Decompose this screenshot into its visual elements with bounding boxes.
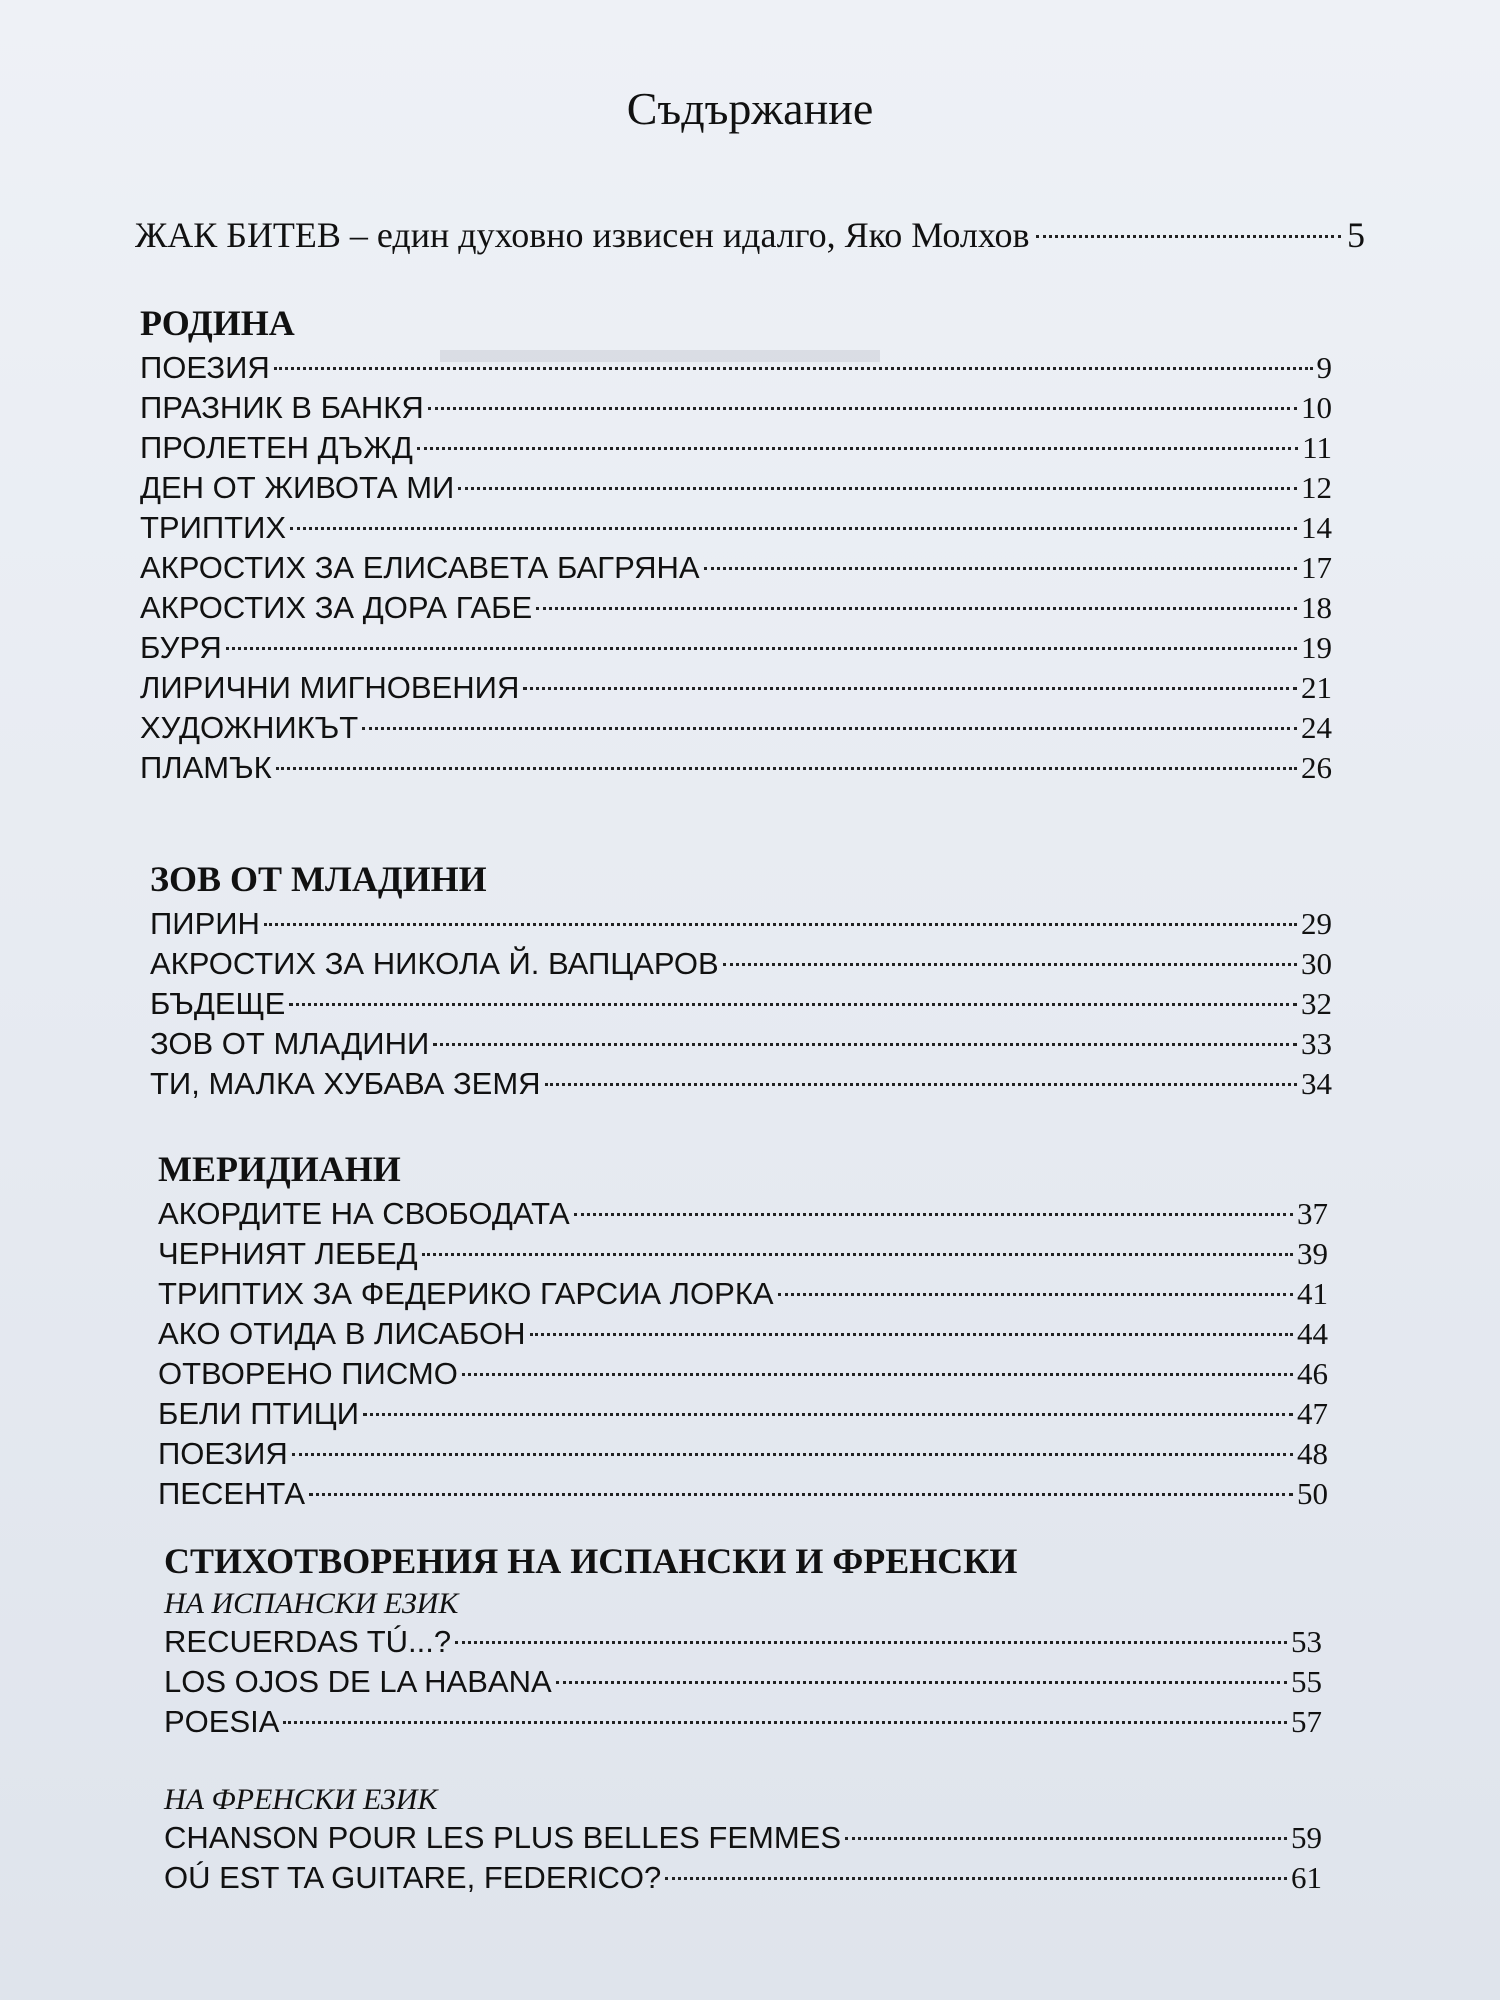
leader-dots	[845, 1837, 1287, 1840]
leader-dots	[309, 1493, 1293, 1496]
entry-title: АКРОСТИХ ЗА ДОРА ГАБЕ	[140, 590, 533, 625]
entry-page-number: 50	[1297, 1476, 1328, 1511]
toc-entry	[140, 508, 1332, 548]
leader-dots	[665, 1877, 1287, 1880]
bleed-through-decoration: ▬▬▬▬▬▬▬▬▬▬▬	[440, 326, 880, 371]
entry-title: ТРИПТИХ ЗА ФЕДЕРИКО ГАРСИА ЛОРКА	[158, 1276, 774, 1311]
leader-dots	[428, 407, 1297, 410]
leader-dots	[530, 1333, 1293, 1336]
leader-dots	[704, 567, 1297, 570]
entry-page-number: 17	[1301, 550, 1332, 585]
entry-page-number: 47	[1297, 1396, 1328, 1431]
entry-page-number: 24	[1301, 710, 1332, 745]
entry-page-number: 32	[1301, 986, 1332, 1021]
entry-title: БУРЯ	[140, 630, 222, 665]
entry-title: АКРОСТИХ ЗА ЕЛИСАВЕТА БАГРЯНА	[140, 550, 700, 585]
leader-dots	[545, 1083, 1297, 1086]
toc-entry	[158, 1314, 1328, 1354]
entry-title: ПИРИН	[150, 906, 260, 941]
entry-page-number: 48	[1297, 1436, 1328, 1471]
leader-dots	[556, 1681, 1287, 1684]
entry-page-number: 39	[1297, 1236, 1328, 1271]
entry-title: ПРАЗНИК В БАНКЯ	[140, 390, 424, 425]
entry-title: ЗОВ ОТ МЛАДИНИ	[150, 1026, 430, 1061]
section-heading: МЕРИДИАНИ	[158, 1149, 401, 1189]
subsection-heading-french: НА ФРЕНСКИ ЕЗИК	[164, 1783, 438, 1816]
toc-list	[150, 904, 1332, 1104]
intro-page: 5	[1347, 215, 1365, 255]
leader-dots	[778, 1293, 1293, 1296]
entry-title: ПРОЛЕТЕН ДЪЖД	[140, 430, 413, 465]
toc-entry	[164, 1622, 1322, 1662]
entry-title: ПОЕЗИЯ	[158, 1436, 288, 1471]
entry-title: ПЕСЕНТА	[158, 1476, 305, 1511]
entry-page-number: 18	[1301, 590, 1332, 625]
entry-page-number: 10	[1301, 390, 1332, 425]
entry-page-number: 44	[1297, 1316, 1328, 1351]
toc-entry	[150, 1064, 1332, 1104]
toc-list	[158, 1194, 1328, 1514]
entry-page-number: 37	[1297, 1196, 1328, 1231]
page-title: Съдържание	[626, 83, 874, 134]
entry-title: ТИ, МАЛКА ХУБАВА ЗЕМЯ	[150, 1066, 541, 1101]
leader-dots	[523, 687, 1297, 690]
entry-title: БЕЛИ ПТИЦИ	[158, 1396, 359, 1431]
toc-entry	[140, 428, 1332, 468]
entry-title: АКОРДИТЕ НА СВОБОДАТА	[158, 1196, 570, 1231]
entry-title: RECUERDAS TÚ...?	[164, 1624, 452, 1659]
leader-dots	[422, 1253, 1293, 1256]
leader-dots	[363, 1413, 1293, 1416]
leader-dots	[289, 1003, 1297, 1006]
toc-entry	[164, 1818, 1322, 1858]
entry-title: ПОЕЗИЯ	[140, 350, 270, 385]
toc-entry	[158, 1274, 1328, 1314]
section-heading: СТИХОТВОРЕНИЯ НА ИСПАНСКИ И ФРЕНСКИ	[164, 1541, 1018, 1581]
entry-page-number: 57	[1291, 1704, 1322, 1739]
section-heading: ЗОВ ОТ МЛАДИНИ	[150, 859, 487, 899]
toc-entry	[164, 1858, 1322, 1898]
entry-page-number: 46	[1297, 1356, 1328, 1391]
entry-title: ХУДОЖНИКЪТ	[140, 710, 359, 745]
entry-title: ТРИПТИХ	[140, 510, 287, 545]
leader-dots	[536, 607, 1297, 610]
leader-dots	[226, 647, 1297, 650]
toc-entry	[150, 1024, 1332, 1064]
intro-text: ЖАК БИТЕВ – един духовно извисен идалго, Яко Молхов	[135, 215, 1030, 255]
toc-entry	[150, 944, 1332, 984]
leader-dots	[362, 727, 1297, 730]
subsection-heading-spanish: НА ИСПАНСКИ ЕЗИК	[164, 1587, 459, 1620]
entry-page-number: 33	[1301, 1026, 1332, 1061]
entry-page-number: 53	[1291, 1624, 1322, 1659]
entry-page-number: 30	[1301, 946, 1332, 981]
leader-dots	[274, 367, 1313, 370]
toc-entry	[158, 1234, 1328, 1274]
leader-dots	[264, 923, 1297, 926]
toc-entry	[164, 1662, 1322, 1702]
entry-page-number: 14	[1301, 510, 1332, 545]
leader-dots	[455, 1641, 1287, 1644]
entry-title: БЪДЕЩЕ	[150, 986, 286, 1021]
entry-page-number: 29	[1301, 906, 1332, 941]
leader-dots	[723, 963, 1297, 966]
entry-title: ЧЕРНИЯТ ЛЕБЕД	[158, 1236, 418, 1271]
toc-list	[164, 1818, 1322, 1898]
leader-dots	[574, 1213, 1293, 1216]
leader-dots	[458, 487, 1297, 490]
entry-title: ДЕН ОТ ЖИВОТА МИ	[140, 470, 455, 505]
entry-title: ОТВОРЕНО ПИСМО	[158, 1356, 458, 1391]
section-foreign-poems	[164, 1540, 1322, 1898]
toc-entry	[158, 1394, 1328, 1434]
entry-page-number: 26	[1301, 750, 1332, 785]
toc-entry	[140, 468, 1332, 508]
entry-page-number: 61	[1291, 1860, 1322, 1895]
entry-title: LOS OJOS DE LA HABANA	[164, 1664, 552, 1699]
entry-title: POESIA	[164, 1704, 280, 1739]
toc-entry	[140, 708, 1332, 748]
toc-entry	[140, 748, 1332, 788]
entry-title: CHANSON POUR LES PLUS BELLES FEMMES	[164, 1820, 842, 1855]
toc-entry	[140, 628, 1332, 668]
toc-entry	[158, 1434, 1328, 1474]
entry-page-number: 41	[1297, 1276, 1328, 1311]
entry-title: OÚ EST TA GUITARE, FEDERICO?	[164, 1860, 662, 1895]
section-heading: РОДИНА	[140, 303, 295, 343]
section-meridiani	[158, 1148, 1328, 1514]
entry-page-number: 11	[1302, 430, 1332, 465]
leader-dots	[417, 447, 1298, 450]
entry-title: АКО ОТИДА В ЛИСАБОН	[158, 1316, 526, 1351]
entry-title: АКРОСТИХ ЗА НИКОЛА Й. ВАПЦАРОВ	[150, 946, 719, 981]
entry-page-number: 59	[1291, 1820, 1322, 1855]
toc-entry	[158, 1354, 1328, 1394]
toc-entry	[140, 348, 1332, 388]
entry-page-number: 9	[1316, 350, 1332, 385]
entry-title: ЛИРИЧНИ МИГНОВЕНИЯ	[140, 670, 520, 705]
intro-entry	[135, 214, 1365, 256]
entry-page-number: 12	[1301, 470, 1332, 505]
entry-title: ПЛАМЪК	[140, 750, 272, 785]
section-zov-ot-mladini	[150, 858, 1332, 1104]
toc-entry	[150, 904, 1332, 944]
leader-dots	[1036, 235, 1341, 238]
leader-dots	[276, 767, 1297, 770]
leader-dots	[290, 527, 1297, 530]
toc-list	[164, 1622, 1322, 1742]
leader-dots	[292, 1453, 1293, 1456]
toc-entry	[140, 588, 1332, 628]
leader-dots	[433, 1043, 1297, 1046]
entry-page-number: 21	[1301, 670, 1332, 705]
toc-entry	[140, 548, 1332, 588]
leader-dots	[283, 1721, 1287, 1724]
toc-entry	[164, 1702, 1322, 1742]
leader-dots	[462, 1373, 1293, 1376]
entry-page-number: 34	[1301, 1066, 1332, 1101]
toc-entry	[140, 668, 1332, 708]
entry-page-number: 55	[1291, 1664, 1322, 1699]
toc-entry	[158, 1194, 1328, 1234]
toc-list	[140, 348, 1332, 788]
entry-page-number: 19	[1301, 630, 1332, 665]
toc-entry	[140, 388, 1332, 428]
toc-entry	[158, 1474, 1328, 1514]
toc-entry	[150, 984, 1332, 1024]
section-rodina	[140, 302, 1332, 788]
